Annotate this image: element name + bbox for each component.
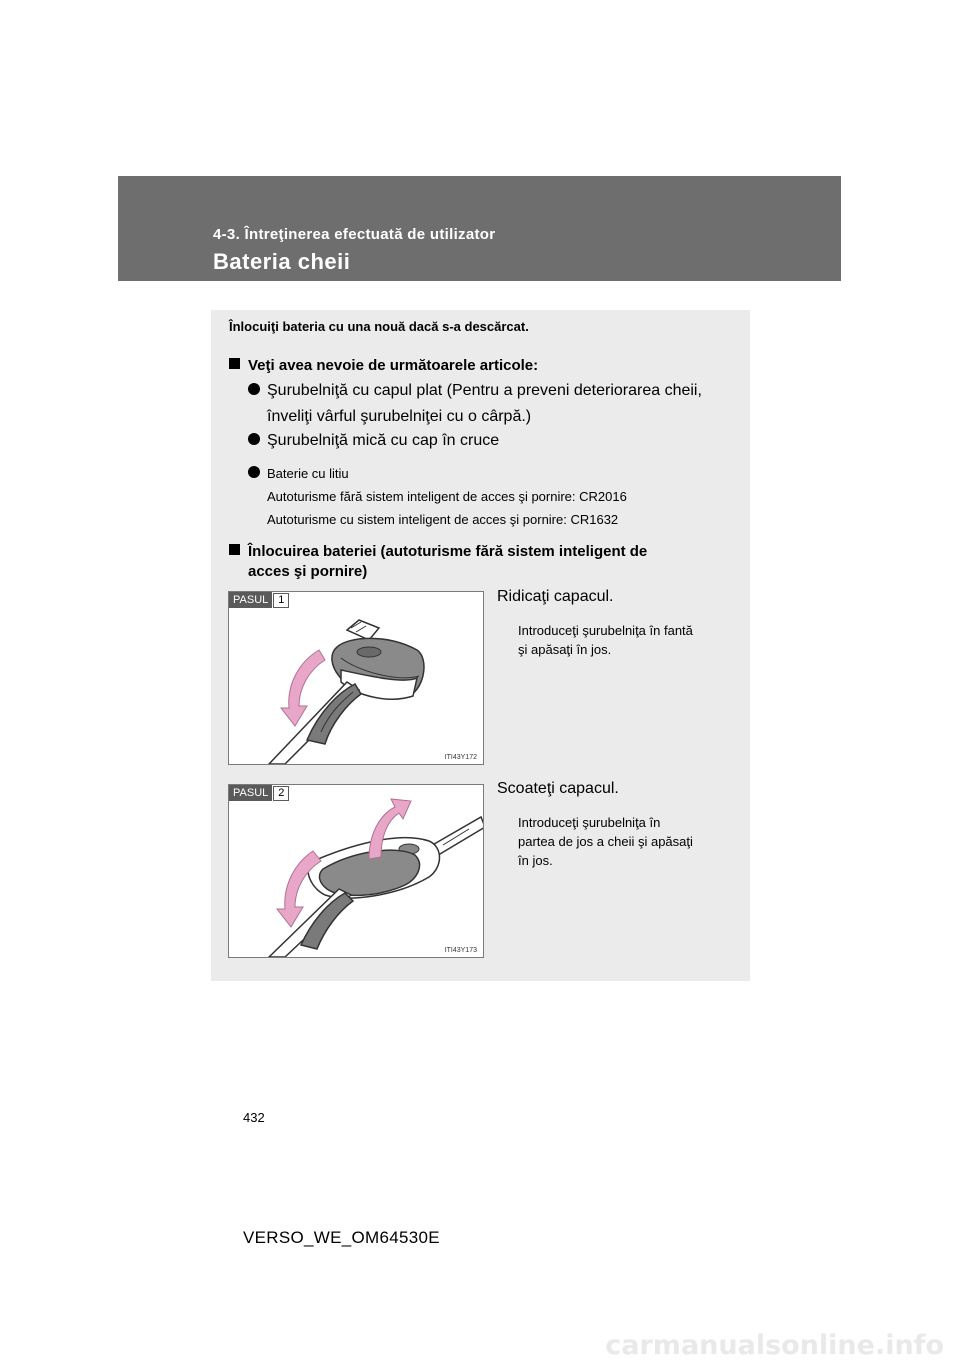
replacement-heading-text: Înlocuirea bateriei (autoturisme fără sistem inteligent de: [248, 543, 648, 560]
list-item-text: Şurubelniţă mică cu cap în cruce: [267, 432, 500, 449]
key-lift-cover-illustration: [229, 592, 483, 764]
step2-description-line: în jos.: [518, 853, 553, 868]
step2-figure: [228, 784, 484, 958]
list-item-detail: Autoturisme cu sistem inteligent de acces şi pornire: CR1632: [267, 512, 619, 527]
intro-text: Înlocuiţi bateria cu una nouă dacă s-a descărcat.: [229, 319, 529, 334]
step1-description-line: şi apăsaţi în jos.: [518, 642, 612, 657]
step1-title: Ridicaţi capacul.: [497, 588, 614, 605]
section-label: 4-3. Întreţinerea efectuată de utilizator: [213, 226, 496, 243]
square-bullet-icon: [229, 544, 240, 555]
step-number: 2: [273, 786, 289, 801]
bullet-icon: [248, 466, 260, 478]
step1-description-line: Introduceţi şurubelniţa în fantă: [518, 623, 693, 638]
step-number: 1: [273, 593, 289, 608]
list-item: [248, 428, 499, 454]
step2-description-line: Introduceţi şurubelniţa în: [518, 815, 661, 830]
step-label: PASUL: [229, 592, 272, 608]
page-number: 432: [243, 1110, 265, 1125]
bullet-icon: [248, 383, 260, 395]
step1-figure: [228, 591, 484, 765]
list-item-text: Baterie cu litiu: [267, 466, 349, 481]
step-badge: [229, 785, 289, 801]
list-item-detail: Autoturisme fără sistem inteligent de acces şi pornire: CR2016: [267, 489, 627, 504]
watermark[interactable]: carmanualsonline.info: [605, 1329, 944, 1361]
key-remove-cover-illustration: [229, 785, 483, 957]
replacement-heading: [229, 542, 729, 582]
list-item: [248, 378, 702, 404]
list-item: [248, 461, 349, 487]
step-label: PASUL: [229, 785, 272, 801]
document-code: VERSO_WE_OM64530E: [243, 1228, 440, 1247]
requirements-heading-text: Veţi avea nevoie de următoarele articole:: [248, 357, 539, 374]
content-box: [211, 310, 750, 981]
step-badge: [229, 592, 289, 608]
step1-description: [518, 621, 730, 659]
header-band: [118, 176, 841, 281]
requirements-heading: [229, 356, 538, 376]
step2-description: [518, 813, 730, 870]
list-item-continuation: înveliţi vârful şurubelniţei cu o cârpă.): [267, 408, 532, 425]
list-item-text: Şurubelniţă cu capul plat (Pentru a preveni deteriorarea cheii,: [267, 382, 702, 399]
step2-title: Scoateţi capacul.: [497, 780, 619, 797]
step2-description-line: partea de jos a cheii şi apăsaţi: [518, 834, 693, 849]
square-bullet-icon: [229, 358, 240, 369]
page-title: Bateria cheii: [213, 249, 351, 274]
replacement-heading-text: acces şi pornire): [248, 563, 368, 580]
bullet-icon: [248, 433, 260, 445]
figure-code: ITI43Y172: [444, 754, 477, 761]
figure-code: ITI43Y173: [444, 947, 477, 954]
